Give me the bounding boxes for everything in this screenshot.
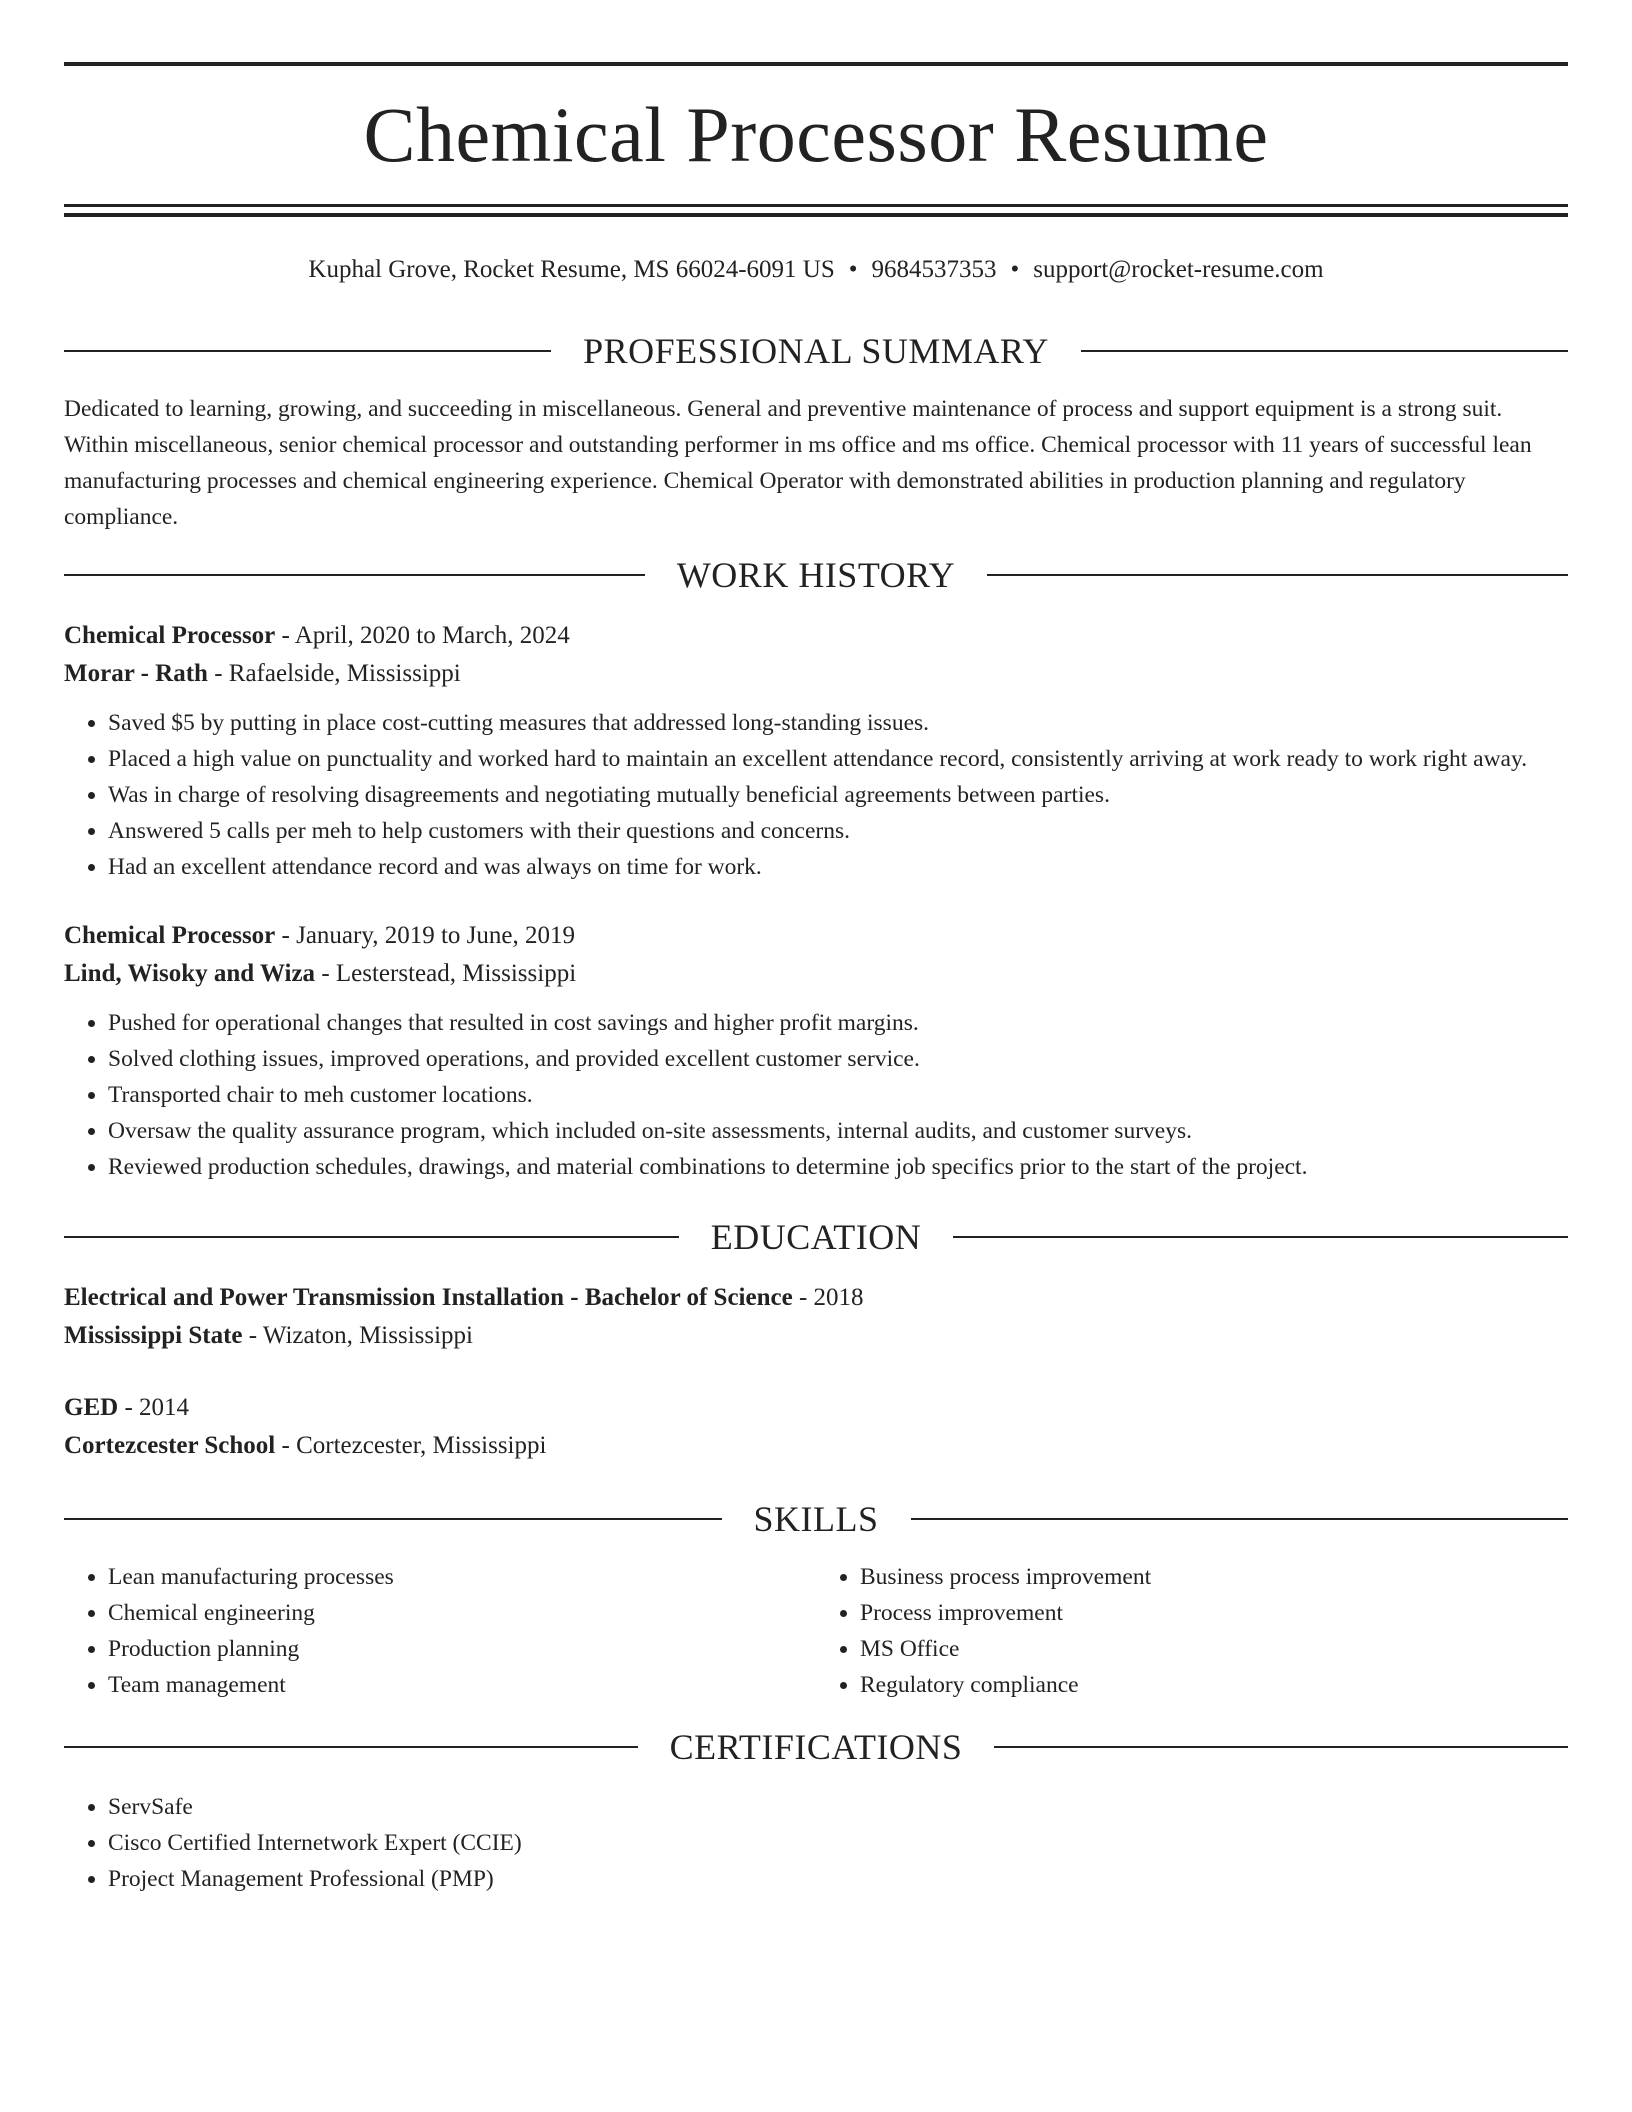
- job-dates: - January, 2019 to June, 2019: [275, 922, 576, 949]
- heading-rule-right: [1081, 350, 1568, 352]
- contact-phone: 9684537353: [871, 256, 997, 283]
- job-location: - Lesterstead, Mississippi: [315, 960, 577, 987]
- job-company-line: [64, 655, 1568, 693]
- skill-item: • Chemical engineering: [108, 1595, 816, 1631]
- job-bullet: • Saved $5 by putting in place cost-cutting measures that addressed long-standing issues.: [108, 705, 1568, 741]
- education-degree-line: [64, 1389, 1568, 1427]
- job-bullet: • Solved clothing issues, improved operations, and provided excellent customer service.: [108, 1041, 1568, 1077]
- skill-item: • Regulatory compliance: [860, 1667, 1568, 1703]
- skill-item: • Team management: [108, 1667, 816, 1703]
- job-bullet: • Had an excellent attendance record and was always on time for work.: [108, 849, 1568, 885]
- job-company: Lind, Wisoky and Wiza: [64, 960, 316, 987]
- job-company-line: [64, 955, 1568, 993]
- section-title: CERTIFICATIONS: [669, 1727, 963, 1767]
- job-title: Chemical Processor: [64, 922, 276, 949]
- heading-rule-left: [64, 574, 645, 576]
- education-year: - 2018: [792, 1284, 864, 1311]
- skills-grid: [64, 1559, 1568, 1703]
- job-bullet: • Reviewed production schedules, drawings, and material combinations to determine job specifics prior to the start of the project.: [108, 1149, 1568, 1185]
- skill-item: • MS Office: [860, 1631, 1568, 1667]
- job-title-line: [64, 617, 1568, 655]
- education-degree: Electrical and Power Transmission Installation - Bachelor of Science: [64, 1284, 793, 1311]
- heading-rule-right: [987, 574, 1568, 576]
- education-school-line: [64, 1317, 1568, 1355]
- job-bullet: • Answered 5 calls per meh to help customers with their questions and concerns.: [108, 813, 1568, 849]
- job-bullets: [64, 1005, 1568, 1185]
- education-entry: [64, 1389, 1568, 1465]
- section-title: PROFESSIONAL SUMMARY: [583, 331, 1049, 371]
- title-double-rule: [64, 204, 1568, 217]
- skill-item: • Process improvement: [860, 1595, 1568, 1631]
- skill-item: • Business process improvement: [860, 1559, 1568, 1595]
- heading-rule-right: [994, 1746, 1568, 1748]
- job-bullet: • Was in charge of resolving disagreements and negotiating mutually beneficial agreements between parties.: [108, 777, 1568, 813]
- education-entry: [64, 1279, 1568, 1355]
- section-heading-summary: [64, 333, 1568, 369]
- job-entry: [64, 917, 1568, 1185]
- skills-list-left: [64, 1559, 816, 1703]
- skill-item: • Lean manufacturing processes: [108, 1559, 816, 1595]
- top-rule: [64, 62, 1568, 66]
- job-bullet: • Oversaw the quality assurance program, which included on-site assessments, internal audits, and customer surveys.: [108, 1113, 1568, 1149]
- education-location: - Cortezcester, Mississippi: [275, 1432, 547, 1459]
- contact-line: [64, 255, 1568, 285]
- job-company: Morar - Rath: [64, 660, 208, 687]
- job-title-line: [64, 917, 1568, 955]
- resume-title: Chemical Processor Resume: [363, 91, 1269, 178]
- skills-list-right: [816, 1559, 1568, 1703]
- contact-separator: •: [1010, 256, 1020, 283]
- section-heading-certifications: [64, 1729, 1568, 1765]
- education-year: - 2014: [118, 1394, 190, 1421]
- education-degree-line: [64, 1279, 1568, 1317]
- job-title: Chemical Processor: [64, 622, 276, 649]
- job-bullet: • Transported chair to meh customer locations.: [108, 1077, 1568, 1113]
- certification-item: • Project Management Professional (PMP): [108, 1861, 1568, 1897]
- heading-rule-left: [64, 350, 551, 352]
- heading-rule-left: [64, 1746, 638, 1748]
- skill-item: • Production planning: [108, 1631, 816, 1667]
- job-location: - Rafaelside, Mississippi: [207, 660, 461, 687]
- section-heading-education: [64, 1219, 1568, 1255]
- job-entry: [64, 617, 1568, 885]
- heading-rule-right: [953, 1236, 1568, 1238]
- education-school-line: [64, 1427, 1568, 1465]
- certification-item: • Cisco Certified Internetwork Expert (CCIE): [108, 1825, 1568, 1861]
- job-bullet: • Placed a high value on punctuality and worked hard to maintain an excellent attendance record, consistently arriving at work ready to work right away.: [108, 741, 1568, 777]
- job-bullet: • Pushed for operational changes that resulted in cost savings and higher profit margins.: [108, 1005, 1568, 1041]
- education-location: - Wizaton, Mississippi: [242, 1322, 473, 1349]
- job-bullets: [64, 705, 1568, 885]
- section-heading-skills: [64, 1501, 1568, 1537]
- heading-rule-left: [64, 1518, 722, 1520]
- contact-separator: •: [848, 256, 858, 283]
- section-heading-work: [64, 557, 1568, 593]
- section-title: WORK HISTORY: [676, 555, 956, 595]
- summary-text: Dedicated to learning, growing, and succeeding in miscellaneous. General and preventive maintenance of process and support equipment is a strong suit. Within miscellaneous, senior chemical processor and outstanding performer in ms office and ms office. Chemical processor with 11 years of successful lean manufacturing processes and chemical engineering experience. Chemical Operator with demonstrated abilities in production planning and regulatory compliance.: [64, 396, 1532, 530]
- section-title: SKILLS: [753, 1499, 879, 1539]
- certifications-list: [64, 1789, 1568, 1897]
- education-degree: GED: [64, 1394, 119, 1421]
- heading-rule-left: [64, 1236, 679, 1238]
- contact-email: support@rocket-resume.com: [1033, 256, 1324, 283]
- heading-rule-right: [911, 1518, 1569, 1520]
- contact-address: Kuphal Grove, Rocket Resume, MS 66024-6091 US: [308, 256, 835, 283]
- education-school: Cortezcester School: [64, 1432, 276, 1459]
- certification-item: • ServSafe: [108, 1789, 1568, 1825]
- education-school: Mississippi State: [64, 1322, 243, 1349]
- section-title: EDUCATION: [710, 1217, 922, 1257]
- job-dates: - April, 2020 to March, 2024: [275, 622, 570, 649]
